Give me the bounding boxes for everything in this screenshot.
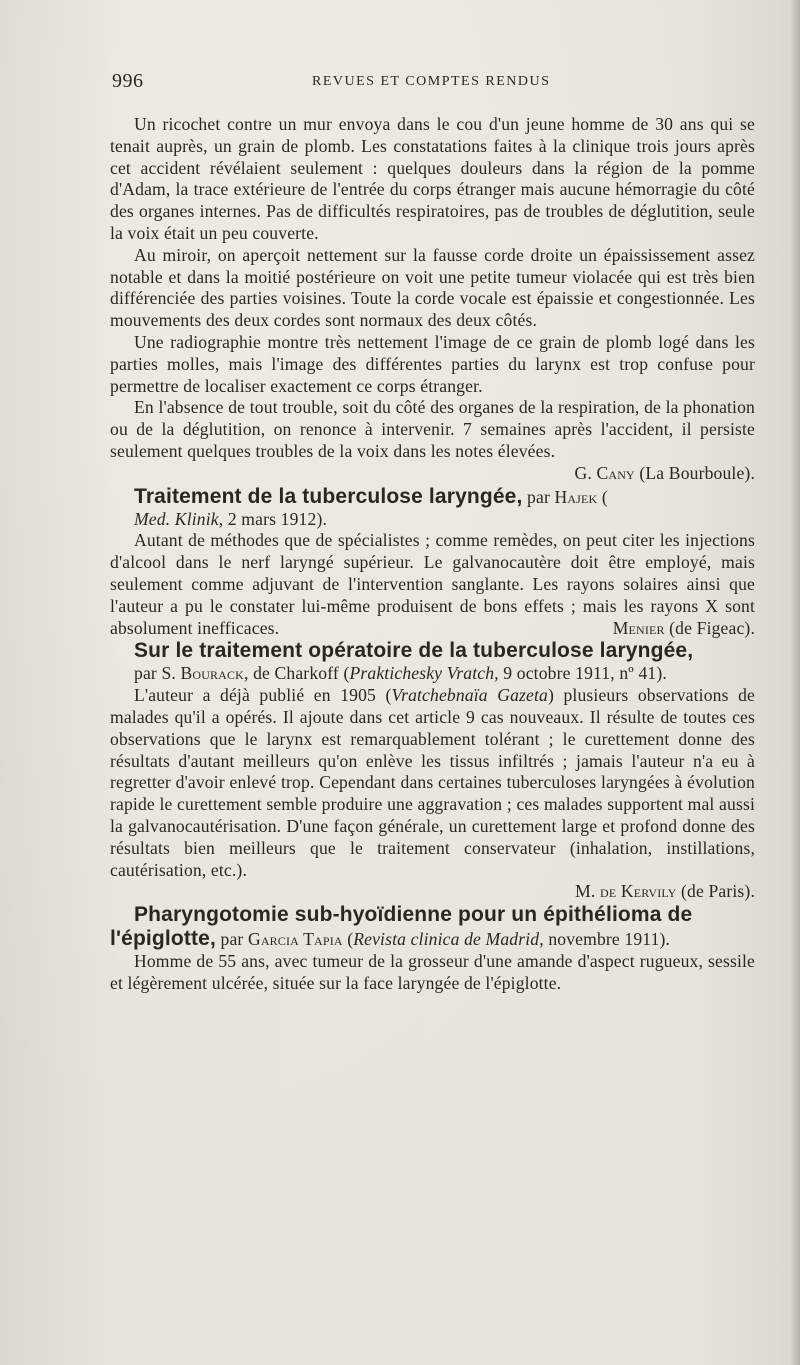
citation-date: novembre 1911). [543,929,671,950]
article4-title: Pharyngotomie sub-hyoïdienne pour un épithélioma de l'épiglotte, [110,903,693,951]
citation-by: par [522,486,555,507]
article2-citation-cont [110,509,755,531]
running-head: REVUES ET COMPTES RENDUS [312,74,551,89]
article2-title: Traitement de la tuberculose laryngée, [134,484,523,508]
page-number: 996 [112,70,144,92]
article2-citation [523,487,608,507]
signature-place: (La Bourboule). [634,462,755,483]
signature-place: (de Paris). [676,881,755,902]
article2-paragraph: Autant de méthodes que de spécialistes ; comme remèdes, on peut citer les injections d'alcool dans le nerf laryngé supérieur. Le galvanocautère doit être employé, mais seulement comme adjuvant de l'intervention sanglante. Les rayons solaires ainsi que l'auteur a pu le constater lui-même produisent de bons effets ; mais les rayons X sont absolument inefficaces. [110,530,755,638]
article3-title: Sur le traitement opératoire de la tuberculose laryngée, [134,639,694,663]
citation-date: 9 octobre 1911, nº 41). [498,663,667,684]
article3-citation [110,663,755,685]
article2-heading [110,485,755,509]
page-edge-shadow [790,0,800,1365]
signature-place: (de Figeac). [664,617,755,638]
article4-heading [110,903,755,951]
citation-open: ( [597,486,608,507]
citation-author: Bourack [180,663,244,684]
article2-paragraph-with-signature [110,530,755,639]
article4-paragraph: Homme de 55 ans, avec tumeur de la grosseur d'une amande d'aspect rugueux, sessile et légèrement ulcérée, située sur la face laryngée de l'épiglotte. [110,951,755,993]
citation-journal: Revista clinica de Madrid, [353,929,544,950]
citation-journal: Prakticheskу Vratch, [349,663,499,684]
article1-last-paragraph: En l'absence de tout trouble, soit du côté des organes de la respiration, de la phonation ou de la déglutition, on renonce à intervenir. 7 semaines après l'accident, il persiste seulement quelques troubles de la voix dans les notes élevées. [110,397,755,461]
signature-initial: M. de [575,881,621,902]
signature-name: Menier [612,617,665,638]
article1-signature [551,463,755,485]
page-header [112,70,752,98]
citation-date: 2 mars 1912). [223,508,328,529]
citation-by: par [215,929,248,950]
paragraph-start: L'auteur a déjà publié en 1905 ( [134,685,392,706]
citation-from: , de Charkoff ( [243,663,350,684]
signature-name: Cany [596,462,635,483]
citation-journal: Med. Klinik, [134,508,224,529]
article1-paragraph: Un ricochet contre un mur envoya dans le cou d'un jeune homme de 30 ans qui se tenait auprès, un grain de plomb. Les constatations faites à la clinique trois jours après cet accident révélaient seulement : quelques douleurs dans la région de la pomme d'Adam, la trace extérieure de l'entrée du corps étranger mais aucune hémorragie du côté des organes internes. Pas de difficultés respiratoires, pas de troubles de déglutition, seule la voix était un peu couverte. [110,114,755,243]
signature-initial: G. [574,462,597,483]
paragraph-rest: ) plusieurs observations de malades qu'il a opérés. Il ajoute dans cet article 9 cas nouveaux. Il résulte de toutes ces observations que le larynx est remarquablement tolérant ; le curettement donne des résultats d'autant meilleurs qu'on enlève les tissus infiltrés ; jamais l'auteur n'a eu à regretter d'avoir enlevé trop. Cependant dans certaines tuberculoses laryngées à évolution rapide le curettement semble produire une aggravation ; ces malades supportent mal aussi la galvanocautérisation. D'une façon générale, un curettement large et profond donne des résultats bien meilleurs que le traitement conservateur (inhalation, instillations, cautérisation, etc.). [110,685,755,880]
page-body [110,114,755,995]
citation-author: Garcia Tapia [247,929,343,950]
article3-signature [110,881,755,903]
article3-paragraph [110,685,755,881]
paragraph-journal: Vratchebnaïa Gazeta [391,685,548,706]
article3-heading [110,639,755,663]
citation-author: Hajek [554,486,598,507]
article4-citation [216,929,670,949]
article1-paragraph: Au miroir, on aperçoit nettement sur la fausse corde droite un épaississement assez notable et dans la moitié postérieure on voit une petite tumeur violacée qui est très bien différenciée des parties voisines. Toute la corde vocale est épaissie et congestionnée. Les mouvements des deux cordes sont normaux des deux côtés. [110,244,755,331]
article1-paragraph-with-signature [110,397,755,484]
article1-paragraph: Une radiographie montre très nettement l'image de ce grain de plomb logé dans les parties molles, mais l'image des différentes parties du larynx est trop confuse pour permettre de localiser exactement ce corps étranger. [110,331,755,396]
citation-by: par S. [134,663,181,684]
article2-signature [589,618,755,640]
signature-name: Kervily [620,881,677,902]
citation-open: ( [342,929,354,950]
